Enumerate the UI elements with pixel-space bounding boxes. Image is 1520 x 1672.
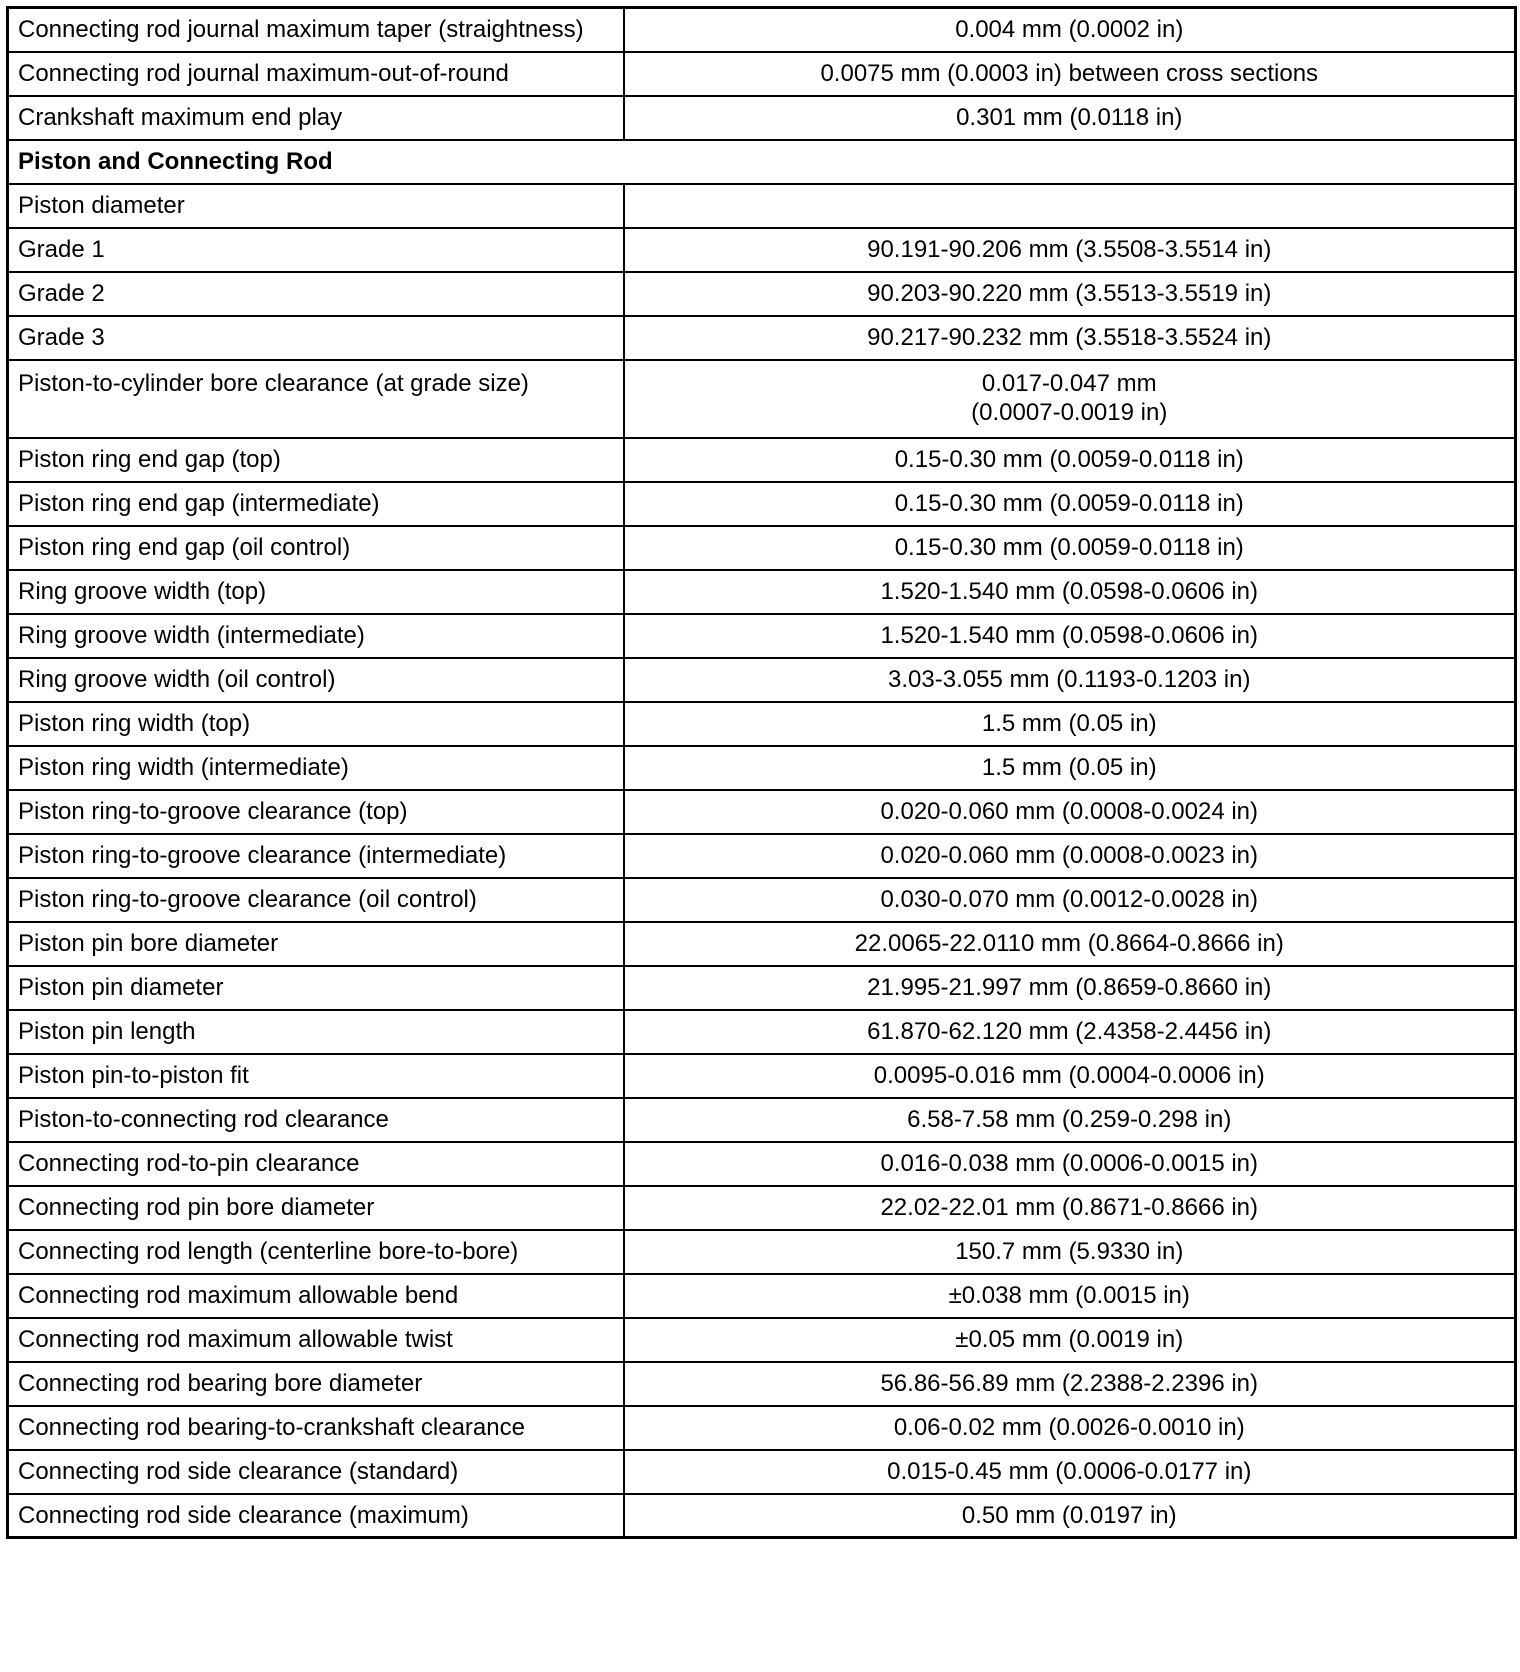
- spec-label: Connecting rod pin bore diameter: [8, 1186, 624, 1230]
- table-row: [8, 658, 1516, 702]
- table-row: [8, 1230, 1516, 1274]
- spec-value: 0.020-0.060 mm (0.0008-0.0024 in): [624, 790, 1516, 834]
- table-row: [8, 184, 1516, 228]
- spec-value: ±0.038 mm (0.0015 in): [624, 1274, 1516, 1318]
- table-row: [8, 702, 1516, 746]
- spec-label: Ring groove width (oil control): [8, 658, 624, 702]
- spec-value: 0.15-0.30 mm (0.0059-0.0118 in): [624, 482, 1516, 526]
- spec-label: Connecting rod-to-pin clearance: [8, 1142, 624, 1186]
- spec-label: Grade 1: [8, 228, 624, 272]
- table-row: [8, 1142, 1516, 1186]
- specification-table: [6, 6, 1517, 1539]
- spec-value-line: (0.0007-0.0019 in): [971, 398, 1168, 426]
- spec-label: Ring groove width (top): [8, 570, 624, 614]
- spec-value: 0.0095-0.016 mm (0.0004-0.0006 in): [624, 1054, 1516, 1098]
- spec-value: 0.030-0.070 mm (0.0012-0.0028 in): [624, 878, 1516, 922]
- spec-label: Piston pin-to-piston fit: [8, 1054, 624, 1098]
- table-row: [8, 790, 1516, 834]
- spec-value: 22.0065-22.0110 mm (0.8664-0.8666 in): [624, 922, 1516, 966]
- table-row: [8, 526, 1516, 570]
- table-row: [8, 438, 1516, 482]
- spec-value: 0.301 mm (0.0118 in): [624, 96, 1516, 140]
- spec-label: Piston-to-cylinder bore clearance (at grade size): [8, 360, 624, 438]
- table-row: [8, 922, 1516, 966]
- spec-value: 1.5 mm (0.05 in): [624, 702, 1516, 746]
- table-row: [8, 8, 1516, 52]
- spec-label: Piston ring-to-groove clearance (top): [8, 790, 624, 834]
- table-row: [8, 1406, 1516, 1450]
- table-row: [8, 96, 1516, 140]
- spec-label: Piston ring end gap (intermediate): [8, 482, 624, 526]
- table-row: [8, 614, 1516, 658]
- spec-value: 6.58-7.58 mm (0.259-0.298 in): [624, 1098, 1516, 1142]
- spec-label: Piston pin bore diameter: [8, 922, 624, 966]
- spec-label: Connecting rod length (centerline bore-to-bore): [8, 1230, 624, 1274]
- section-header-row: [8, 140, 1516, 184]
- table-row: [8, 482, 1516, 526]
- spec-value: 90.217-90.232 mm (3.5518-3.5524 in): [624, 316, 1516, 360]
- spec-value: [624, 360, 1516, 438]
- table-row: [8, 316, 1516, 360]
- spec-value: 1.520-1.540 mm (0.0598-0.0606 in): [624, 570, 1516, 614]
- table-row: [8, 1098, 1516, 1142]
- spec-value: 0.0075 mm (0.0003 in) between cross sections: [624, 52, 1516, 96]
- spec-label: Connecting rod journal maximum-out-of-round: [8, 52, 624, 96]
- spec-label: Piston pin length: [8, 1010, 624, 1054]
- spec-value: 1.5 mm (0.05 in): [624, 746, 1516, 790]
- table-row: [8, 570, 1516, 614]
- spec-value: 90.191-90.206 mm (3.5508-3.5514 in): [624, 228, 1516, 272]
- spec-label: Piston-to-connecting rod clearance: [8, 1098, 624, 1142]
- table-row: [8, 1054, 1516, 1098]
- table-row: [8, 228, 1516, 272]
- spec-value: 90.203-90.220 mm (3.5513-3.5519 in): [624, 272, 1516, 316]
- spec-value: 21.995-21.997 mm (0.8659-0.8660 in): [624, 966, 1516, 1010]
- table-row: [8, 1450, 1516, 1494]
- table-row: [8, 1362, 1516, 1406]
- spec-label: Piston ring end gap (oil control): [8, 526, 624, 570]
- spec-label: Grade 2: [8, 272, 624, 316]
- spec-value: 0.50 mm (0.0197 in): [624, 1494, 1516, 1538]
- table-row: [8, 1274, 1516, 1318]
- spec-value: 0.004 mm (0.0002 in): [624, 8, 1516, 52]
- table-row: [8, 52, 1516, 96]
- spec-value: 0.020-0.060 mm (0.0008-0.0023 in): [624, 834, 1516, 878]
- spec-label: Piston ring width (top): [8, 702, 624, 746]
- table-row: [8, 878, 1516, 922]
- spec-value: 0.016-0.038 mm (0.0006-0.0015 in): [624, 1142, 1516, 1186]
- specification-table-body: [8, 8, 1516, 1538]
- spec-value-line: 0.017-0.047 mm: [981, 369, 1157, 397]
- spec-value: 150.7 mm (5.9330 in): [624, 1230, 1516, 1274]
- spec-label: Piston diameter: [8, 184, 624, 228]
- spec-value: 1.520-1.540 mm (0.0598-0.0606 in): [624, 614, 1516, 658]
- spec-label: Connecting rod maximum allowable twist: [8, 1318, 624, 1362]
- spec-value: 0.15-0.30 mm (0.0059-0.0118 in): [624, 526, 1516, 570]
- section-title: Piston and Connecting Rod: [8, 140, 1516, 184]
- spec-label: Piston ring-to-groove clearance (intermediate): [8, 834, 624, 878]
- spec-value: 0.015-0.45 mm (0.0006-0.0177 in): [624, 1450, 1516, 1494]
- spec-label: Grade 3: [8, 316, 624, 360]
- table-row: [8, 1318, 1516, 1362]
- spec-label: Piston ring end gap (top): [8, 438, 624, 482]
- spec-label: Connecting rod journal maximum taper (straightness): [8, 8, 624, 52]
- spec-label: Connecting rod maximum allowable bend: [8, 1274, 624, 1318]
- spec-label: Connecting rod bearing bore diameter: [8, 1362, 624, 1406]
- spec-value: ±0.05 mm (0.0019 in): [624, 1318, 1516, 1362]
- spec-value: 61.870-62.120 mm (2.4358-2.4456 in): [624, 1010, 1516, 1054]
- spec-label: Piston ring width (intermediate): [8, 746, 624, 790]
- spec-label: Crankshaft maximum end play: [8, 96, 624, 140]
- table-row: [8, 1010, 1516, 1054]
- spec-value: 3.03-3.055 mm (0.1193-0.1203 in): [624, 658, 1516, 702]
- spec-label: Ring groove width (intermediate): [8, 614, 624, 658]
- spec-label: Connecting rod bearing-to-crankshaft clearance: [8, 1406, 624, 1450]
- spec-label: Piston pin diameter: [8, 966, 624, 1010]
- table-row: [8, 1494, 1516, 1538]
- spec-value: 0.06-0.02 mm (0.0026-0.0010 in): [624, 1406, 1516, 1450]
- spec-value: [624, 184, 1516, 228]
- spec-label: Connecting rod side clearance (maximum): [8, 1494, 624, 1538]
- spec-label: Piston ring-to-groove clearance (oil control): [8, 878, 624, 922]
- table-row: [8, 272, 1516, 316]
- spec-value: 0.15-0.30 mm (0.0059-0.0118 in): [624, 438, 1516, 482]
- table-row: [8, 746, 1516, 790]
- table-row: [8, 360, 1516, 438]
- table-row: [8, 834, 1516, 878]
- table-row: [8, 1186, 1516, 1230]
- table-row: [8, 966, 1516, 1010]
- spec-value: 22.02-22.01 mm (0.8671-0.8666 in): [624, 1186, 1516, 1230]
- spec-label: Connecting rod side clearance (standard): [8, 1450, 624, 1494]
- spec-value: 56.86-56.89 mm (2.2388-2.2396 in): [624, 1362, 1516, 1406]
